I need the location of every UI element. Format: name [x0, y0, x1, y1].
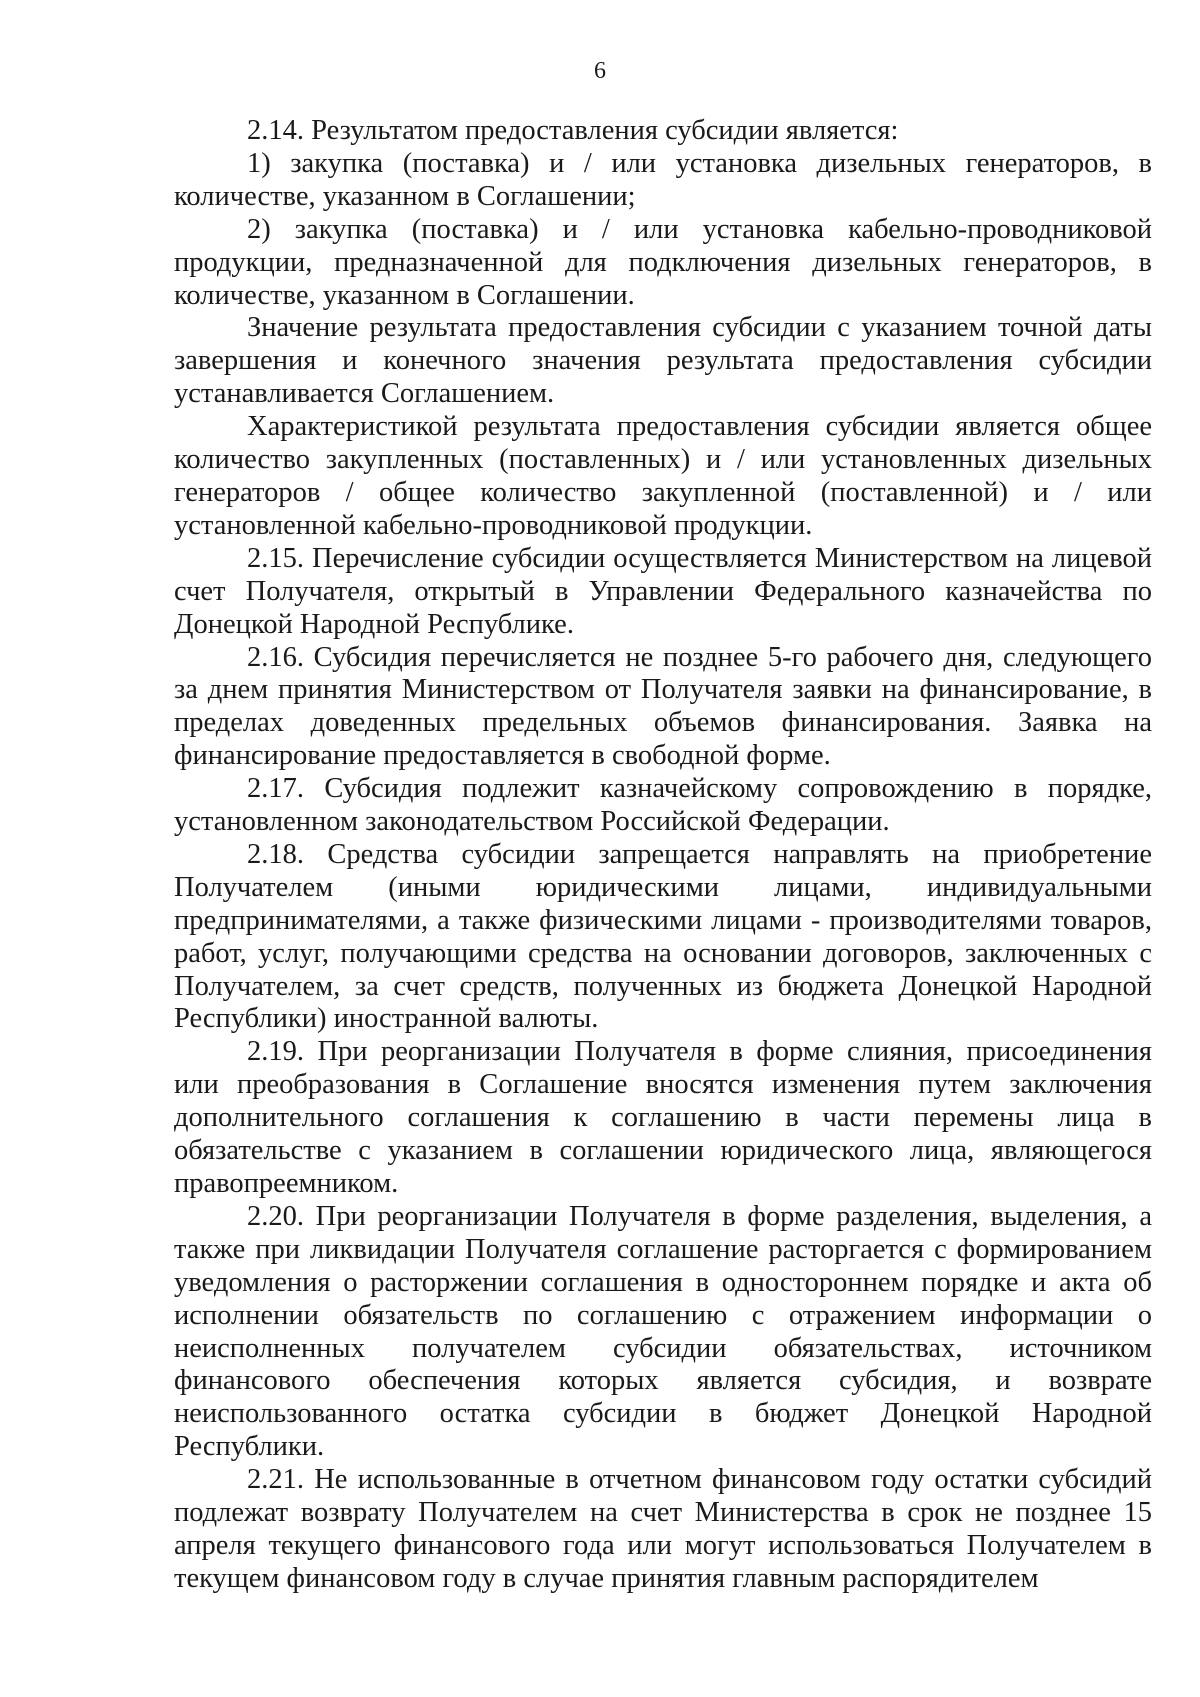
paragraph-2-14: 2.14. Результатом предоставления субсидии является: [247, 115, 899, 146]
paragraph-result-characteristic: Характеристикой результата предоставления субсидии является общее количество закупленных (поставленных) и / или установленных дизельных генераторов / общее количество закупленной (поставленной) и / или установленной кабельно-проводниковой продукции. [174, 411, 1152, 541]
paragraph-2-21: 2.21. Не использованные в отчетном финансовом году остатки субсидий подлежат возврату Получателем на счет Министерства в срок не позднее 15 апреля текущего финансового года или могут использоваться Получателем в текущем финансовом году в случае принятия главным распорядителем [174, 1464, 1152, 1594]
paragraph-2-17: 2.17. Субсидия подлежит казначейскому сопровождению в порядке, установленном законодательством Российской Федерации. [174, 773, 1152, 838]
paragraph-2-20: 2.20. При реорганизации Получателя в форме разделения, выделения, а также при ликвидации Получателя соглашение расторгается с формированием уведомления о расторжении соглашения в одностороннем порядке и акта об исполнении обязательств по соглашению с отражением информации о неисполненных получателем субсидии обязательствах, источником финансового обеспечения которых является субсидия, и возврате неиспользованного остатка субсидии в бюджет Донецкой Народной Республики. [174, 1200, 1152, 1463]
paragraph-2-15: 2.15. Перечисление субсидии осуществляется Министерством на лицевой счет Получателя, открытый в Управлении Федерального казначейства по Донецкой Народной Республике. [174, 542, 1152, 640]
paragraph-result-item-1: 1) закупка (поставка) и / или установка дизельных генераторов, в количестве, указанном в Соглашении; [174, 147, 1152, 212]
paragraph-result-item-2: 2) закупка (поставка) и / или установка кабельно-проводниковой продукции, предназначенной для подключения дизельных генераторов, в количестве, указанном в Соглашении. [174, 213, 1152, 311]
page-number: 6 [594, 58, 606, 84]
paragraph-2-18: 2.18. Средства субсидии запрещается направлять на приобретение Получателем (иными юридическими лицами, индивидуальными предпринимателями, а также физическими лицами - производителями товаров, работ, услуг, получающими средства на основании договоров, заключенных с Получателем, за счет средств, полученных из бюджета Донецкой Народной Республики) иностранной валюты. [174, 838, 1152, 1035]
paragraph-result-value: Значение результата предоставления субсидии с указанием точной даты завершения и конечного значения результата предоставления субсидии устанавливается Соглашением. [174, 312, 1152, 410]
paragraph-2-16: 2.16. Субсидия перечисляется не позднее 5-го рабочего дня, следующего за днем принятия Министерством от Получателя заявки на финансирование, в пределах доведенных предельных объемов финансирования. Заявка на финансирование предоставляется в свободной форме. [174, 641, 1152, 772]
document-body [174, 115, 1152, 1596]
paragraph-2-19: 2.19. При реорганизации Получателя в форме слияния, присоединения или преобразования в Соглашение вносятся изменения путем заключения дополнительного соглашения к соглашению в части перемены лица в обязательстве с указанием в соглашении юридического лица, являющегося правопреемником. [174, 1036, 1152, 1199]
